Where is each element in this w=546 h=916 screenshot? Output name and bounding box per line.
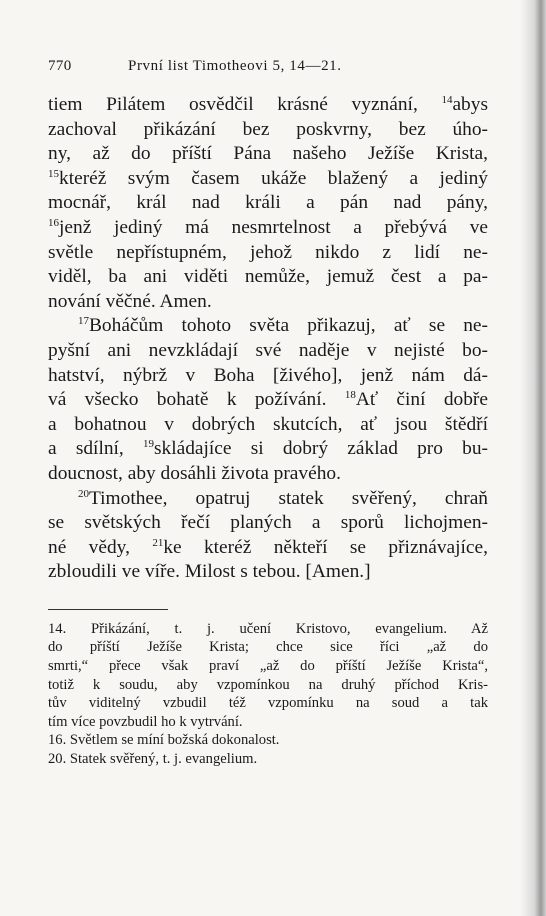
text-line: zbloudili ve víře. Milost s tebou. [Amen.] <box>48 561 371 583</box>
running-title: První list Timotheovi 5, 14—21. <box>128 58 342 74</box>
verse-text <box>48 93 488 585</box>
text-line: mocnář, král nad králi a pán nad pány, <box>48 192 488 214</box>
text-line: ny, až do příští Pána našeho Ježíše Krista, <box>48 143 488 165</box>
footnote-14-line-5: tův viditelný vzbudil též vzpomínku na soud a tak <box>48 695 488 712</box>
page-number: 770 <box>48 58 72 74</box>
text-line: a bohatnou v dobrých skutcích, ať jsou štědří <box>48 413 488 435</box>
verse-number: 15 <box>48 167 59 180</box>
verse-number: 20 <box>78 487 89 500</box>
verse-number: 16 <box>48 216 59 229</box>
footnote-20: 20. Statek svěřený, t. j. evangelium. <box>48 751 258 768</box>
verse-number: 14 <box>441 94 453 106</box>
text-line: viděl, ba ani viděti nemůže, jemuž čest a pa- <box>48 266 488 288</box>
text-line: hatství, nýbrž v Boha [živého], jenž nám dá- <box>48 364 488 386</box>
text-line: $^{15}$kteréž svým časem ukáže blažený a jediný <box>48 167 488 189</box>
text-line: nování věčné. Amen. <box>48 290 212 312</box>
text-line: světle nepřístupném, jehož nikdo z lidí ne- <box>48 241 488 263</box>
footnote-14-line-4: totiž k soudu, aby vzpomínkou na druhý příchod Kris- <box>48 676 488 693</box>
text-line: se světských řečí planých a sporů lichojmen- <box>48 512 488 534</box>
footnote-14-line-6: tím více povzbudil ho k vytrvání. <box>48 713 243 730</box>
page-header <box>48 58 488 75</box>
verse-number: 21 <box>152 536 164 549</box>
text-line: pyšní ani nevzkládají své naděje v nejisté bo- <box>48 339 488 361</box>
text-line: $^{17}$Boháčům tohoto světa přikazuj, ať se ne- <box>78 315 488 337</box>
footnote-14-line-3: smrti,“ přece však praví „až do příští Ježíše Krista“, <box>48 658 488 675</box>
verse-number: 19 <box>142 438 154 451</box>
footnote-14-line-2: do příští Ježíše Krista; chce sice říci „až do <box>48 639 488 656</box>
text-line: $^{20}$Timothee, opatruj statek svěřený, chraň <box>78 487 488 509</box>
footnote-14-line-1: 14. Přikázání, t. j. učení Kristovo, evangelium. Až <box>48 620 488 637</box>
text-line: $^{16}$jenž jediný má nesmrtelnost a přebývá ve <box>48 216 488 238</box>
footnote-16: 16. Světlem se míní božská dokonalost. <box>48 732 280 749</box>
footnote-rule <box>48 609 168 610</box>
text-line: doucnost, aby dosáhli života pravého. <box>48 462 341 484</box>
text-line: a sdílní, $^{19}$skládajíce si dobrý základ pro bu- <box>48 438 488 460</box>
page-edge-shadow <box>520 0 546 916</box>
footnotes <box>48 620 488 769</box>
text-line: vá všecko bohatě k požívání. $^{18}$Ať činí dobře <box>48 389 488 411</box>
text-line: zachoval přikázání bez poskvrny, bez úho- <box>48 118 488 140</box>
text-line: né vědy, $^{21}$ke kteréž někteří se přiznávajíce, <box>48 536 488 558</box>
verse-number: 17 <box>78 315 89 328</box>
verse-number: 18 <box>344 389 356 402</box>
book-page <box>48 58 488 769</box>
text-line: tiem Pilátem osvědčil krásné vyznání, $^{14}$abys <box>48 94 488 115</box>
